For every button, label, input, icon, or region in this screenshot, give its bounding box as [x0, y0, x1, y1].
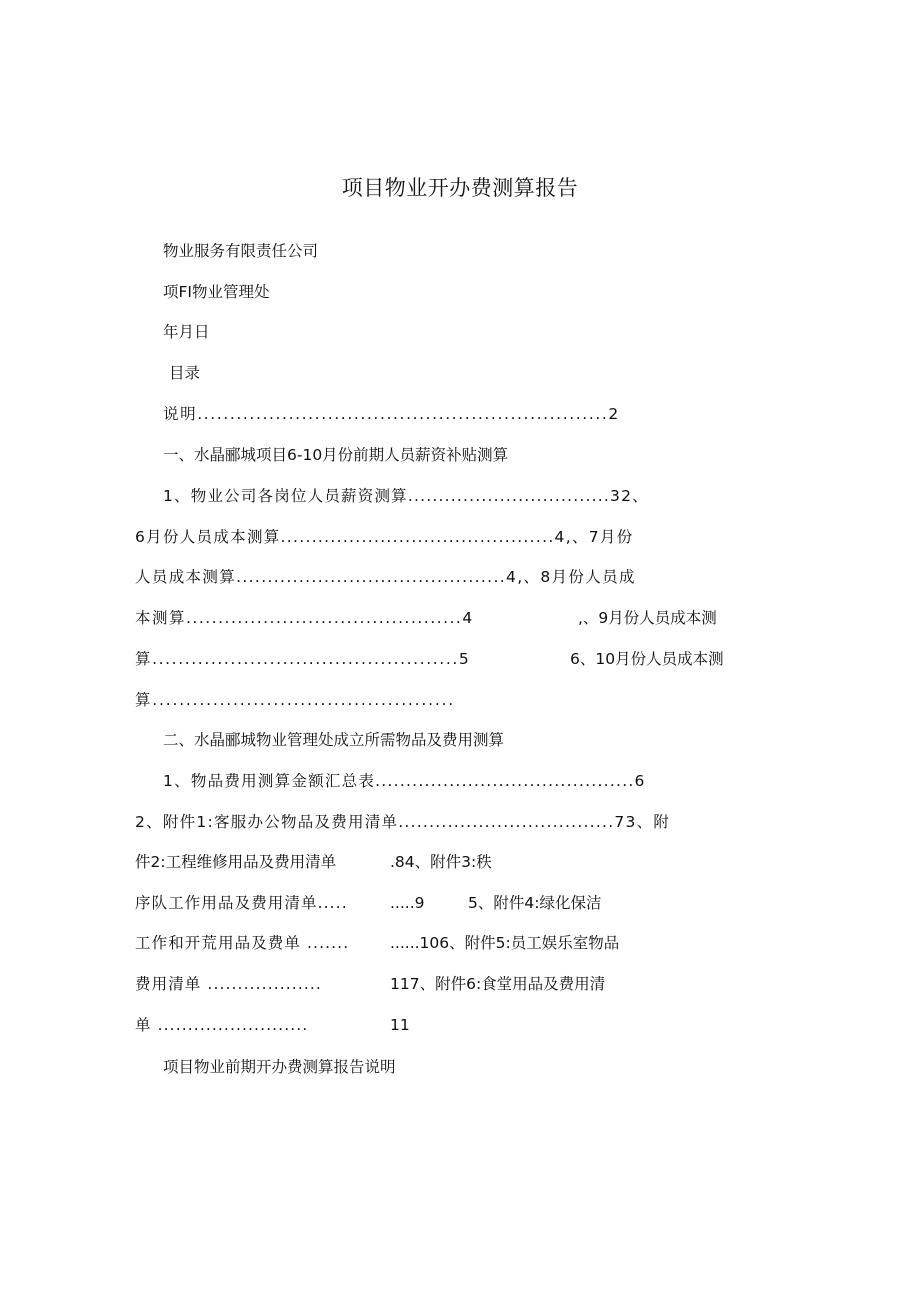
toc-entry: 单 .........................: [135, 1016, 309, 1034]
toc-entry: 费用清单 ...................: [135, 975, 322, 993]
toc-entry: 1、物业公司各岗位人员薪资测算.................................32、: [163, 487, 649, 505]
toc-entry-explanation: 说明...............................................................2: [163, 405, 620, 423]
toc-section-1: 一、水晶郦城项目6-10月份前期人员薪资补贴测算: [163, 446, 509, 464]
date-line: 年月日: [163, 323, 210, 341]
toc-entry: 工作和开荒用品及费单 .......: [135, 934, 350, 952]
document-title: 项目物业开办费测算报告: [341, 176, 579, 200]
toc-entry: ,、9月份人员成本测: [578, 609, 717, 627]
toc-section-2: 二、水晶郦城物业管理处成立所需物品及费用测算: [163, 731, 505, 749]
toc-heading: 目录: [169, 364, 201, 382]
toc-entry: 5、附件4:绿化保洁: [468, 894, 602, 912]
toc-entry: .....9: [390, 894, 425, 912]
toc-entry: 件2:工程维修用品及费用清单: [135, 853, 337, 871]
toc-entry: 本测算...........................................4: [135, 609, 474, 627]
toc-entry: 2、附件1:客服办公物品及费用清单...................................73、附: [135, 813, 671, 831]
toc-entry: 6月份人员成本测算............................................4,、7月份: [135, 528, 634, 546]
toc-entry: 人员成本测算...........................................4,、8月份人员成: [135, 568, 636, 586]
toc-entry: ......106、附件5:员工娱乐室物品: [390, 934, 620, 952]
toc-entry: 算...............................................5: [135, 650, 471, 668]
section-title: 项目物业前期开办费测算报告说明: [163, 1058, 396, 1076]
toc-entry: 6、10月份人员成本测: [570, 650, 724, 668]
toc-entry: .84、附件3:秩: [390, 853, 492, 871]
toc-entry: 117、附件6:食堂用品及费用清: [390, 975, 606, 993]
toc-entry: 11: [390, 1016, 410, 1034]
toc-entry: 算.............................................: [135, 691, 456, 709]
toc-entry: 1、物品费用测算金额汇总表..........................................6: [163, 772, 646, 790]
company-name: 物业服务有限责任公司: [163, 242, 319, 260]
department-name: 项FI物业管理处: [163, 283, 270, 301]
toc-entry: 序队工作用品及费用清单.....: [135, 894, 348, 912]
